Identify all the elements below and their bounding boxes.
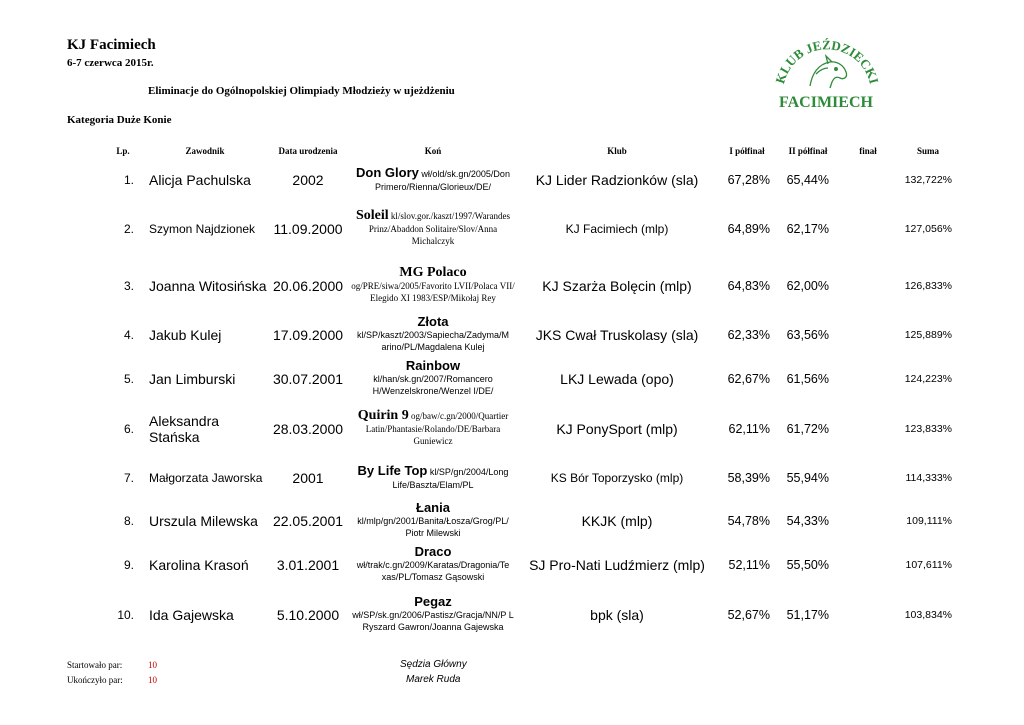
row-horse	[347, 544, 519, 586]
row-p2: 63,56%	[786, 328, 829, 342]
horse-head-icon	[810, 56, 847, 88]
horse-details: kl/SP/gn/2004/Long Life/Baszta/Elam/PL	[392, 467, 509, 490]
row-dob: 2002	[292, 172, 324, 188]
table-row	[0, 206, 1024, 252]
started-value: 10	[148, 660, 157, 670]
row-rider: Aleksandra Stańska	[149, 413, 220, 445]
row-sum: 124,223%	[904, 373, 952, 385]
row-p2: 62,17%	[786, 222, 829, 236]
horse-details: og/PRE/siwa/2005/Favorito LVII/Polaca VII/ Elegido XI 1983/ESP/Mikołaj Rey	[351, 280, 515, 304]
row-dob: 20.06.2000	[272, 278, 344, 294]
row-dob: 11.09.2000	[273, 221, 343, 237]
row-horse	[347, 358, 519, 400]
row-horse	[347, 500, 519, 542]
row-p1: 62,33%	[727, 328, 770, 342]
row-rider: Karolina Krasoń	[149, 557, 249, 573]
row-lp: 5.	[123, 372, 134, 386]
row-rider: Ida Gajewska	[149, 607, 234, 623]
horse-details: kl/han/sk.gn/2007/Romancero H/Wenzelskrone/Wenzel I/DE/	[372, 373, 494, 397]
horse-details: kl/mlp/gn/2001/Banita/Łosza/Grog/PL/ Piotr Milewski	[357, 515, 509, 539]
row-lp: 3.	[123, 279, 134, 293]
row-p2: 65,44%	[786, 173, 829, 187]
horse-name: Złota	[417, 314, 449, 330]
event-subtitle: Eliminacje do Ogólnopolskiej Olimpiady Młodzieży w ujeżdżeniu	[148, 85, 455, 97]
row-rider: Urszula Milewska	[149, 513, 258, 529]
row-sum: 103,834%	[904, 609, 952, 621]
row-p2: 54,33%	[786, 514, 829, 528]
row-rider: Małgorzata Jaworska	[149, 471, 263, 485]
judge-title: Sędzia Główny	[400, 659, 467, 670]
row-lp: 6.	[123, 422, 134, 436]
table-row	[0, 544, 1024, 586]
row-sum: 109,111%	[906, 515, 952, 527]
horse-name: Quirin 9	[357, 408, 409, 424]
table-row	[0, 314, 1024, 356]
row-sum: 123,833%	[904, 423, 952, 435]
col-header-rider: Zawodnik	[185, 146, 225, 156]
row-club: JKS Cwał Truskolasy (sla)	[535, 327, 699, 343]
event-date: 6-7 czerwca 2015r.	[67, 57, 154, 69]
horse-name: Rainbow	[405, 358, 461, 374]
horse-details: wł/old/sk.gn/2005/Don Primero/Rienna/Glorieux/DE/	[374, 169, 510, 192]
row-rider: Jakub Kulej	[149, 327, 222, 343]
row-horse	[347, 264, 519, 308]
col-header-final: finał	[859, 146, 877, 156]
row-p1: 64,83%	[727, 279, 770, 293]
row-dob: 30.07.2001	[272, 371, 344, 387]
horse-name: Soleil	[355, 208, 389, 224]
row-horse	[347, 462, 519, 494]
started-label: Startowało par:	[67, 660, 123, 670]
row-p1: 64,89%	[727, 222, 770, 236]
row-lp: 1.	[123, 173, 134, 187]
row-lp: 2.	[123, 222, 134, 236]
horse-details: kl/SP/kaszt/2003/Sapiecha/Zadyma/M arino/PL/Magdalena Kulej	[356, 329, 510, 353]
table-row	[0, 594, 1024, 636]
table-row	[0, 162, 1024, 198]
row-lp: 4.	[123, 328, 134, 342]
table-row	[0, 264, 1024, 308]
row-p1: 67,28%	[727, 173, 770, 187]
row-lp: 10.	[117, 608, 134, 622]
row-sum: 132,722%	[904, 174, 952, 186]
row-dob: 28.03.2000	[272, 421, 344, 437]
row-p1: 62,67%	[727, 372, 770, 386]
row-club: bpk (sla)	[590, 607, 644, 623]
category-label: Kategoria Duże Konie	[67, 114, 172, 126]
row-p1: 52,11%	[728, 558, 770, 572]
row-sum: 107,611%	[905, 559, 952, 571]
row-dob: 5.10.2000	[276, 607, 340, 623]
row-lp: 9.	[123, 558, 134, 572]
col-header-p1: I półfinał	[729, 146, 765, 156]
row-club: SJ Pro-Nati Ludźmierz (mlp)	[529, 557, 705, 573]
row-sum: 114,333%	[905, 472, 952, 484]
row-p1: 62,11%	[728, 422, 770, 436]
row-club: KS Bór Toporzysko (mlp)	[550, 471, 684, 485]
col-header-lp: Lp.	[116, 146, 130, 156]
row-p2: 55,94%	[786, 471, 829, 485]
row-p2: 62,00%	[786, 279, 829, 293]
logo-arc-text: KLUB JEŹDZIECKI	[772, 37, 882, 86]
col-header-dob: Data urodzenia	[278, 146, 338, 156]
row-rider: Jan Limburski	[149, 371, 236, 387]
horse-details: kl/slov.gor./kaszt/1997/Warandes Prinz/Abaddon Solitaire/Slov/Anna Michalczyk	[368, 211, 511, 247]
row-lp: 7.	[123, 471, 134, 485]
row-p1: 58,39%	[727, 471, 770, 485]
table-row	[0, 500, 1024, 542]
row-sum: 126,833%	[904, 280, 952, 292]
col-header-p2: II półfinał	[788, 146, 828, 156]
table-row	[0, 358, 1024, 400]
row-rider: Alicja Pachulska	[149, 172, 251, 188]
table-row	[0, 406, 1024, 452]
col-header-sum: Suma	[916, 146, 939, 156]
table-row	[0, 462, 1024, 494]
row-dob: 3.01.2001	[276, 557, 340, 573]
row-horse	[347, 314, 519, 356]
logo-bottom-text: FACIMIECH	[779, 94, 873, 111]
row-club: KKJK (mlp)	[581, 513, 653, 529]
finished-label: Ukończyło par:	[67, 675, 123, 685]
row-p1: 52,67%	[727, 608, 770, 622]
row-club: KJ Facimiech (mlp)	[565, 222, 669, 236]
horse-name: Don Glory	[356, 165, 419, 180]
row-dob: 2001	[292, 470, 324, 486]
row-sum: 127,056%	[904, 223, 952, 235]
row-lp: 8.	[123, 514, 134, 528]
row-club: LKJ Lewada (opo)	[560, 371, 674, 387]
row-horse	[347, 206, 519, 252]
horse-details: wł/trak/c.gn/2009/Karatas/Dragonia/Te xas/PL/Tomasz Gąsowski	[356, 559, 510, 583]
row-club: KJ PonySport (mlp)	[556, 421, 678, 437]
horse-name: By Life Top	[357, 463, 428, 478]
row-p1: 54,78%	[727, 514, 770, 528]
finished-value: 10	[148, 675, 157, 685]
row-sum: 125,889%	[904, 329, 952, 341]
row-horse	[347, 594, 519, 636]
horse-details: og/baw/c.gn/2000/Quartier Latin/Phantasie/Rolando/DE/Barbara Guniewicz	[365, 411, 509, 447]
col-header-club: Klub	[607, 146, 627, 156]
horse-name: Draco	[414, 544, 452, 560]
row-dob: 22.05.2001	[272, 513, 344, 529]
club-title: KJ Facimiech	[67, 37, 156, 53]
row-dob: 17.09.2000	[272, 327, 344, 343]
horse-name: Pegaz	[414, 594, 452, 610]
horse-details: wł/SP/sk.gn/2006/Pastisz/Gracja/NN/P L Ryszard Gawron/Joanna Gajewska	[352, 609, 514, 633]
row-p2: 55,50%	[786, 558, 829, 572]
col-header-horse: Koń	[424, 146, 442, 156]
horse-name: MG Polaco	[399, 265, 467, 281]
row-rider: Szymon Najdzionek	[149, 222, 256, 236]
row-p2: 61,56%	[786, 372, 829, 386]
row-p2: 61,72%	[786, 422, 829, 436]
row-horse	[347, 406, 519, 452]
club-logo	[770, 22, 882, 114]
judge-name: Marek Ruda	[406, 674, 461, 685]
row-club: KJ Lider Radzionków (sla)	[535, 172, 699, 188]
row-horse	[347, 162, 519, 198]
row-rider: Joanna Witosińska	[149, 278, 267, 294]
row-club: KJ Szarża Bolęcin (mlp)	[542, 278, 692, 294]
row-p2: 51,17%	[786, 608, 829, 622]
horse-name: Łania	[416, 500, 450, 516]
